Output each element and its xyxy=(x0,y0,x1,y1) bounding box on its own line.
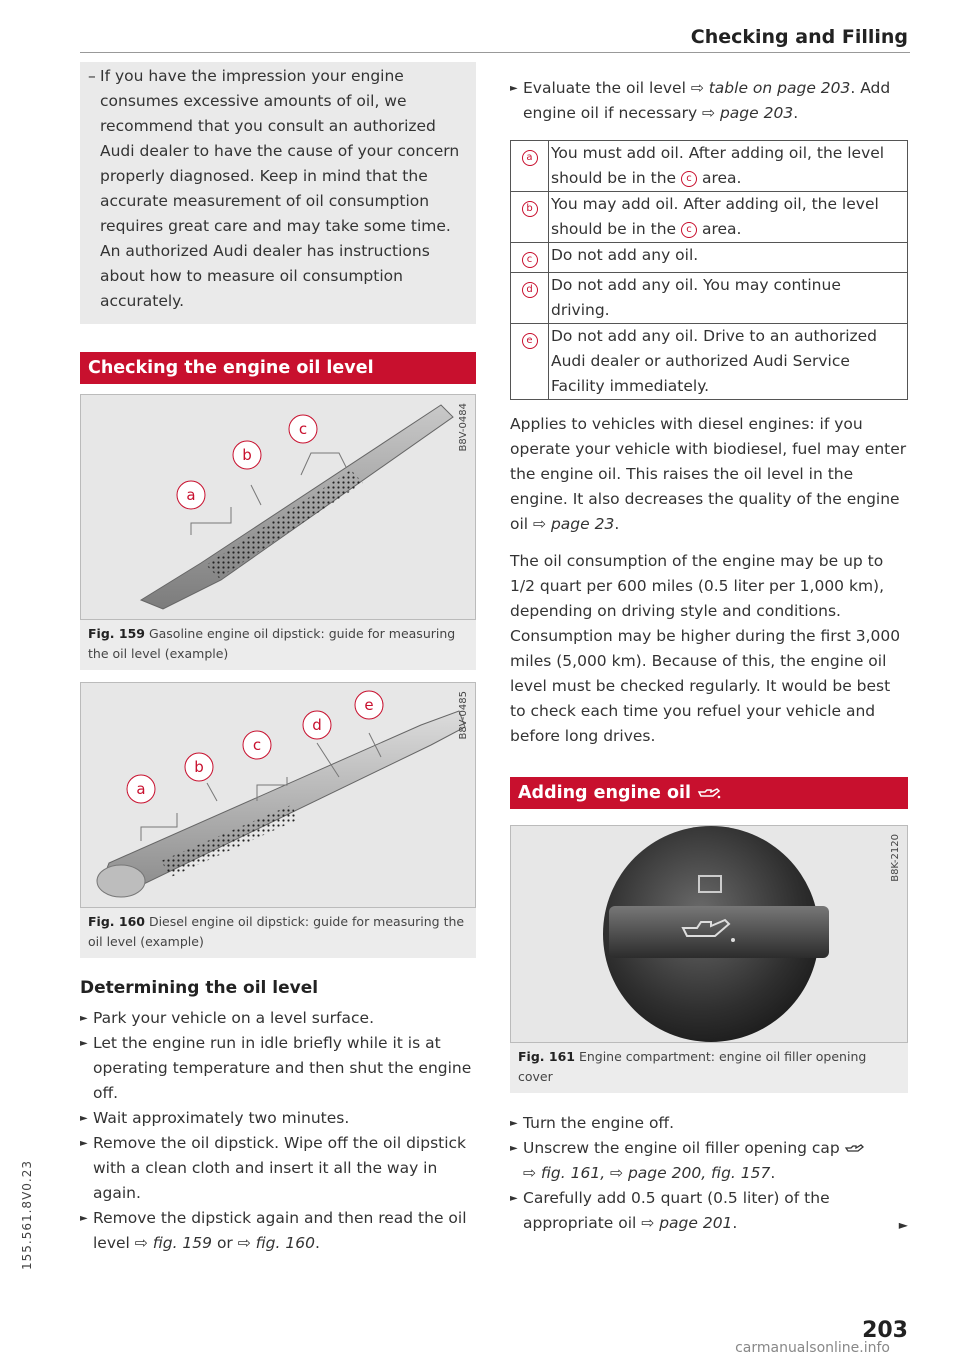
oil-level-table xyxy=(510,140,908,400)
consumption-paragraph: The oil consumption of the engine may be up to 1/2 quart per 600 miles (0.5 liter per 1,000 km), depending on driving style and conditions. Consumption may be higher during the first 3,000 miles (5,000 km). Because of this, the engine oil level must be checked regularly. It would be best to check each time you refuel your vehicle and before long drives. xyxy=(510,552,901,745)
row-tail-b: area. xyxy=(697,220,742,238)
fig161-caption xyxy=(510,1043,908,1093)
evaluate-step xyxy=(510,76,908,126)
section-checking-oil-level: Checking the engine oil level xyxy=(80,352,476,384)
fig160-caption xyxy=(80,908,476,958)
determine-steps xyxy=(80,1006,476,1256)
fig159-link[interactable]: ⇨ fig. 159 xyxy=(134,1234,213,1252)
determine-step-5-end: . xyxy=(314,1234,320,1252)
determine-step-1: ► Park your vehicle on a level surface. xyxy=(80,1006,476,1031)
fig160-caption-text: Diesel engine oil dipstick: guide for measuring the oil level (example) xyxy=(88,914,465,949)
side-code: 155.561.8V0.23 xyxy=(20,1160,34,1270)
section2-title: Adding engine oil xyxy=(518,783,691,803)
continue-arrow-icon: ► xyxy=(898,1218,908,1232)
figure-161 xyxy=(510,825,908,1043)
adding-step-1: ► Turn the engine off. xyxy=(510,1111,908,1136)
row-ref-c: c xyxy=(681,222,697,238)
fig159-caption-text: Gasoline engine oil dipstick: guide for measuring the oil level (example) xyxy=(88,626,456,661)
header-rule xyxy=(80,52,910,53)
table-row xyxy=(511,243,908,273)
fig160-marker-a: a xyxy=(136,780,146,798)
fig159-marker-b: b xyxy=(242,446,252,464)
row-key-c: c xyxy=(522,252,538,268)
adding-steps xyxy=(510,1111,908,1236)
diesel-paragraph xyxy=(510,412,908,537)
watermark: carmanualsonline.info xyxy=(735,1340,890,1356)
row-key-a: a xyxy=(522,150,538,166)
table-row xyxy=(511,192,908,243)
table-row xyxy=(511,273,908,324)
determining-oil-level-heading: Determining the oil level xyxy=(80,978,319,998)
page-201-link[interactable]: ⇨ page 201 xyxy=(641,1214,733,1232)
fig161-code: B8K-2120 xyxy=(890,834,901,882)
row-ref-c: c xyxy=(681,171,697,187)
determine-step-4: ► Remove the oil dipstick. Wipe off the oil dipstick with a clean cloth and insert it all the way in again. xyxy=(80,1131,476,1206)
diesel-dipstick-illustration xyxy=(81,683,476,908)
row-tail-a: area. xyxy=(697,169,742,187)
page-203-link[interactable]: ⇨ page 203 xyxy=(702,104,794,122)
row-text-e: Do not add any oil. Drive to an authorized Audi dealer or authorized Audi Service Facility immediately. xyxy=(551,327,878,395)
adding-step-2 xyxy=(510,1136,908,1186)
oil-filler-cap-illustration xyxy=(511,826,908,1043)
fig160-label: Fig. 160 xyxy=(88,914,145,929)
left-column xyxy=(80,62,476,1256)
evaluate-text-3: . xyxy=(793,104,799,122)
diesel-end: . xyxy=(614,515,620,533)
fig160-marker-c: c xyxy=(252,736,262,754)
section-adding-engine-oil xyxy=(510,777,908,809)
adding-step-2-end: . xyxy=(770,1164,776,1182)
fig159-marker-a: a xyxy=(186,486,196,504)
adding-step-3-end: . xyxy=(732,1214,738,1232)
determine-step-5 xyxy=(80,1206,476,1256)
evaluate-text-1: Evaluate the oil level xyxy=(523,79,691,97)
note-text: If you have the impression your engine consumes excessive amounts of oil, we recommend that you consult an authorized Audi dealer to have the cause of your concern properly diagnosed. Keep in mind that the accurate measurement of oil consumption requires great care and may take some time. An authorized Audi dealer has instructions about how to measure oil consumption accurately. xyxy=(100,67,460,310)
determine-step-5-or: or xyxy=(212,1234,238,1252)
determine-step-2: ► Let the engine run in idle briefly while it is at operating temperature and then shut the engine off. xyxy=(80,1031,476,1106)
fig161-page200-link[interactable]: ⇨ fig. 161, ⇨ page 200, fig. 157 xyxy=(523,1164,771,1182)
header-title: Checking and Filling xyxy=(690,26,908,48)
table-row xyxy=(511,141,908,192)
fig160-code: B8V-0485 xyxy=(458,691,469,740)
fig159-label: Fig. 159 xyxy=(88,626,145,641)
fig160-link[interactable]: ⇨ fig. 160 xyxy=(237,1234,315,1252)
page-23-link[interactable]: ⇨ page 23 xyxy=(533,515,615,533)
fig160-marker-b: b xyxy=(194,758,204,776)
fig159-marker-c: c xyxy=(298,420,308,438)
note-box xyxy=(80,62,476,324)
fig161-label: Fig. 161 xyxy=(518,1049,575,1064)
row-key-d: d xyxy=(522,282,538,298)
note-dash: – xyxy=(88,67,96,85)
adding-step-2-text: Unscrew the engine oil filler opening cap xyxy=(523,1139,845,1157)
determine-step-3: ► Wait approximately two minutes. xyxy=(80,1106,476,1131)
fig161-caption-text: Engine compartment: engine oil filler opening cover xyxy=(518,1049,867,1084)
oil-can-icon xyxy=(845,1143,865,1155)
fig160-marker-e: e xyxy=(364,696,374,714)
oil-can-icon xyxy=(697,786,721,800)
row-key-e: e xyxy=(522,333,538,349)
adding-step-3-text: Carefully add 0.5 quart (0.5 liter) of the appropriate oil xyxy=(523,1189,830,1232)
adding-step-3 xyxy=(510,1186,908,1236)
row-text-b: You may add oil. After adding oil, the level should be in the xyxy=(551,195,879,238)
fig159-code: B8V-0484 xyxy=(458,403,469,452)
table-page-203-link[interactable]: ⇨ table on page 203 xyxy=(690,79,851,97)
diesel-text: Applies to vehicles with diesel engines: if you operate your vehicle with biodiesel, fuel may enter the engine oil. This raises the oil level in the engine. It also decreases the quality of the engine oil xyxy=(510,415,907,533)
fig159-caption xyxy=(80,620,476,670)
row-text-c: Do not add any oil. xyxy=(551,246,699,264)
right-column xyxy=(510,76,908,1236)
determine-step-5-text: Remove the dipstick again and then read the oil level xyxy=(93,1209,467,1252)
figure-159 xyxy=(80,394,476,620)
table-row xyxy=(511,324,908,400)
row-text-d: Do not add any oil. You may continue driving. xyxy=(551,276,841,319)
page-number: 203 xyxy=(862,1318,908,1343)
row-text-a: You must add oil. After adding oil, the level should be in the xyxy=(551,144,885,187)
evaluate-text-2: . Add engine oil if necessary xyxy=(523,79,891,122)
row-key-b: b xyxy=(522,201,538,217)
gasoline-dipstick-illustration xyxy=(81,395,476,620)
fig160-marker-d: d xyxy=(312,716,322,734)
figure-160 xyxy=(80,682,476,908)
